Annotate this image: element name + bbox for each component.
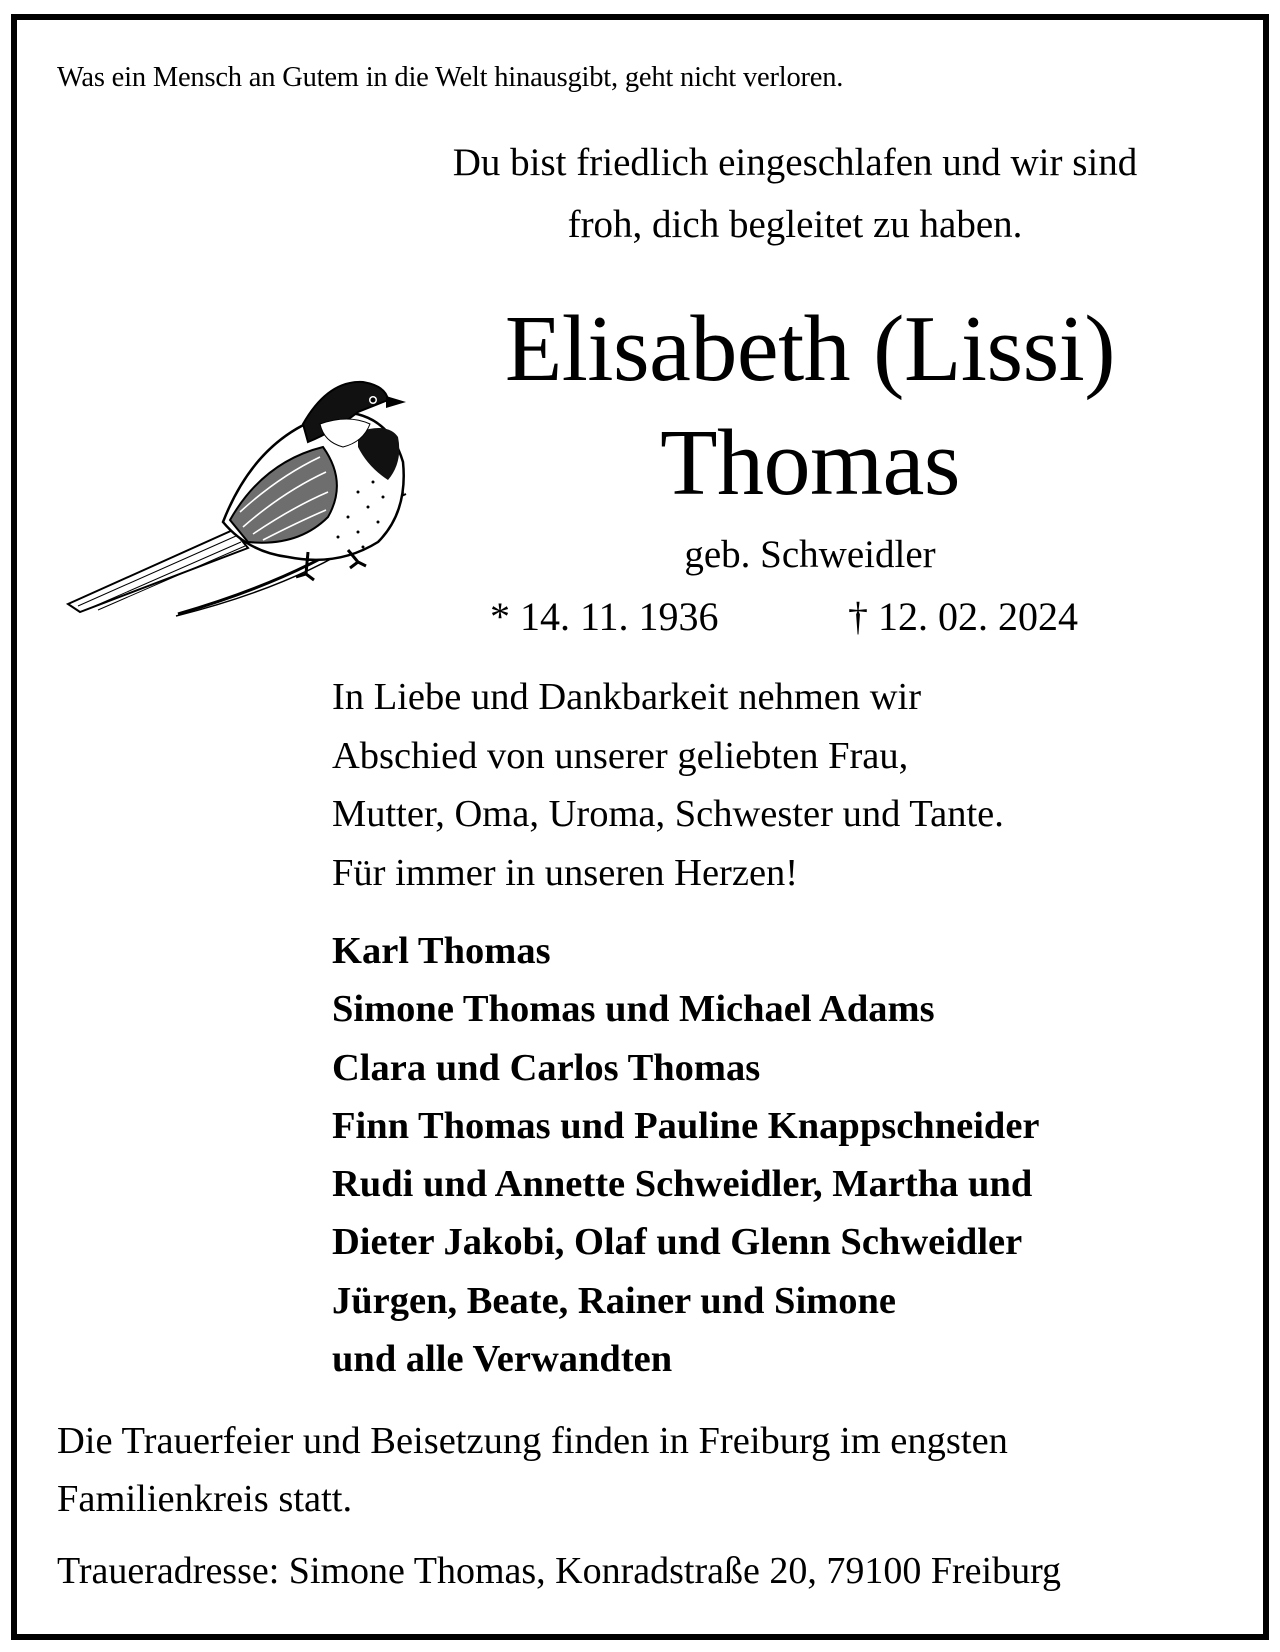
ceremony-line: Die Trauerfeier und Beisetzung finden in Freiburg im engsten <box>57 1420 1008 1462</box>
mourner-line: Finn Thomas und Pauline Knappschneider <box>332 1104 1040 1147</box>
mourners-list <box>332 922 1262 1388</box>
mourner-line: Clara und Carlos Thomas <box>332 1046 761 1089</box>
farewell-line: Für immer in unseren Herzen! <box>332 851 799 894</box>
quote-line: Du bist friedlich eingeschlafen und wir sind <box>452 141 1138 184</box>
mourner-line: Rudi und Annette Schweidler, Martha und <box>332 1163 1033 1206</box>
deceased-name-line: Thomas <box>660 411 960 515</box>
quote-line: froh, dich begleitet zu haben. <box>567 203 1023 246</box>
mourner-line: Dieter Jakobi, Olaf und Glenn Schweidler <box>332 1221 1023 1264</box>
ceremony-info <box>57 1412 1247 1528</box>
motto-text: Was ein Mensch an Gutem in die Welt hinausgibt, geht nicht verloren. <box>57 62 844 93</box>
death-date: † 12. 02. 2024 <box>848 594 1078 639</box>
mourner-line: Jürgen, Beate, Rainer und Simone <box>332 1279 896 1322</box>
quote-block <box>350 132 1240 256</box>
mourner-line: und alle Verwandten <box>332 1338 673 1381</box>
farewell-line: Mutter, Oma, Uroma, Schwester und Tante. <box>332 793 1004 835</box>
farewell-line: In Liebe und Dankbarkeit nehmen wir <box>332 676 922 718</box>
birth-date: * 14. 11. 1936 <box>490 594 719 639</box>
mourning-address: Traueradresse: Simone Thomas, Konradstraße 20, 79100 Freiburg <box>57 1550 1062 1592</box>
farewell-text <box>332 668 1262 902</box>
deceased-name <box>430 292 1190 520</box>
farewell-line: Abschied von unserer geliebten Frau, <box>332 734 909 777</box>
deceased-name-line: Elisabeth (Lissi) <box>504 297 1116 401</box>
maiden-name: geb. Schweidler <box>684 533 936 576</box>
mourner-line: Karl Thomas <box>332 930 551 972</box>
ceremony-line: Familienkreis statt. <box>57 1478 353 1520</box>
chickadee-bird-icon <box>58 352 430 644</box>
mourner-line: Simone Thomas und Michael Adams <box>332 988 935 1031</box>
